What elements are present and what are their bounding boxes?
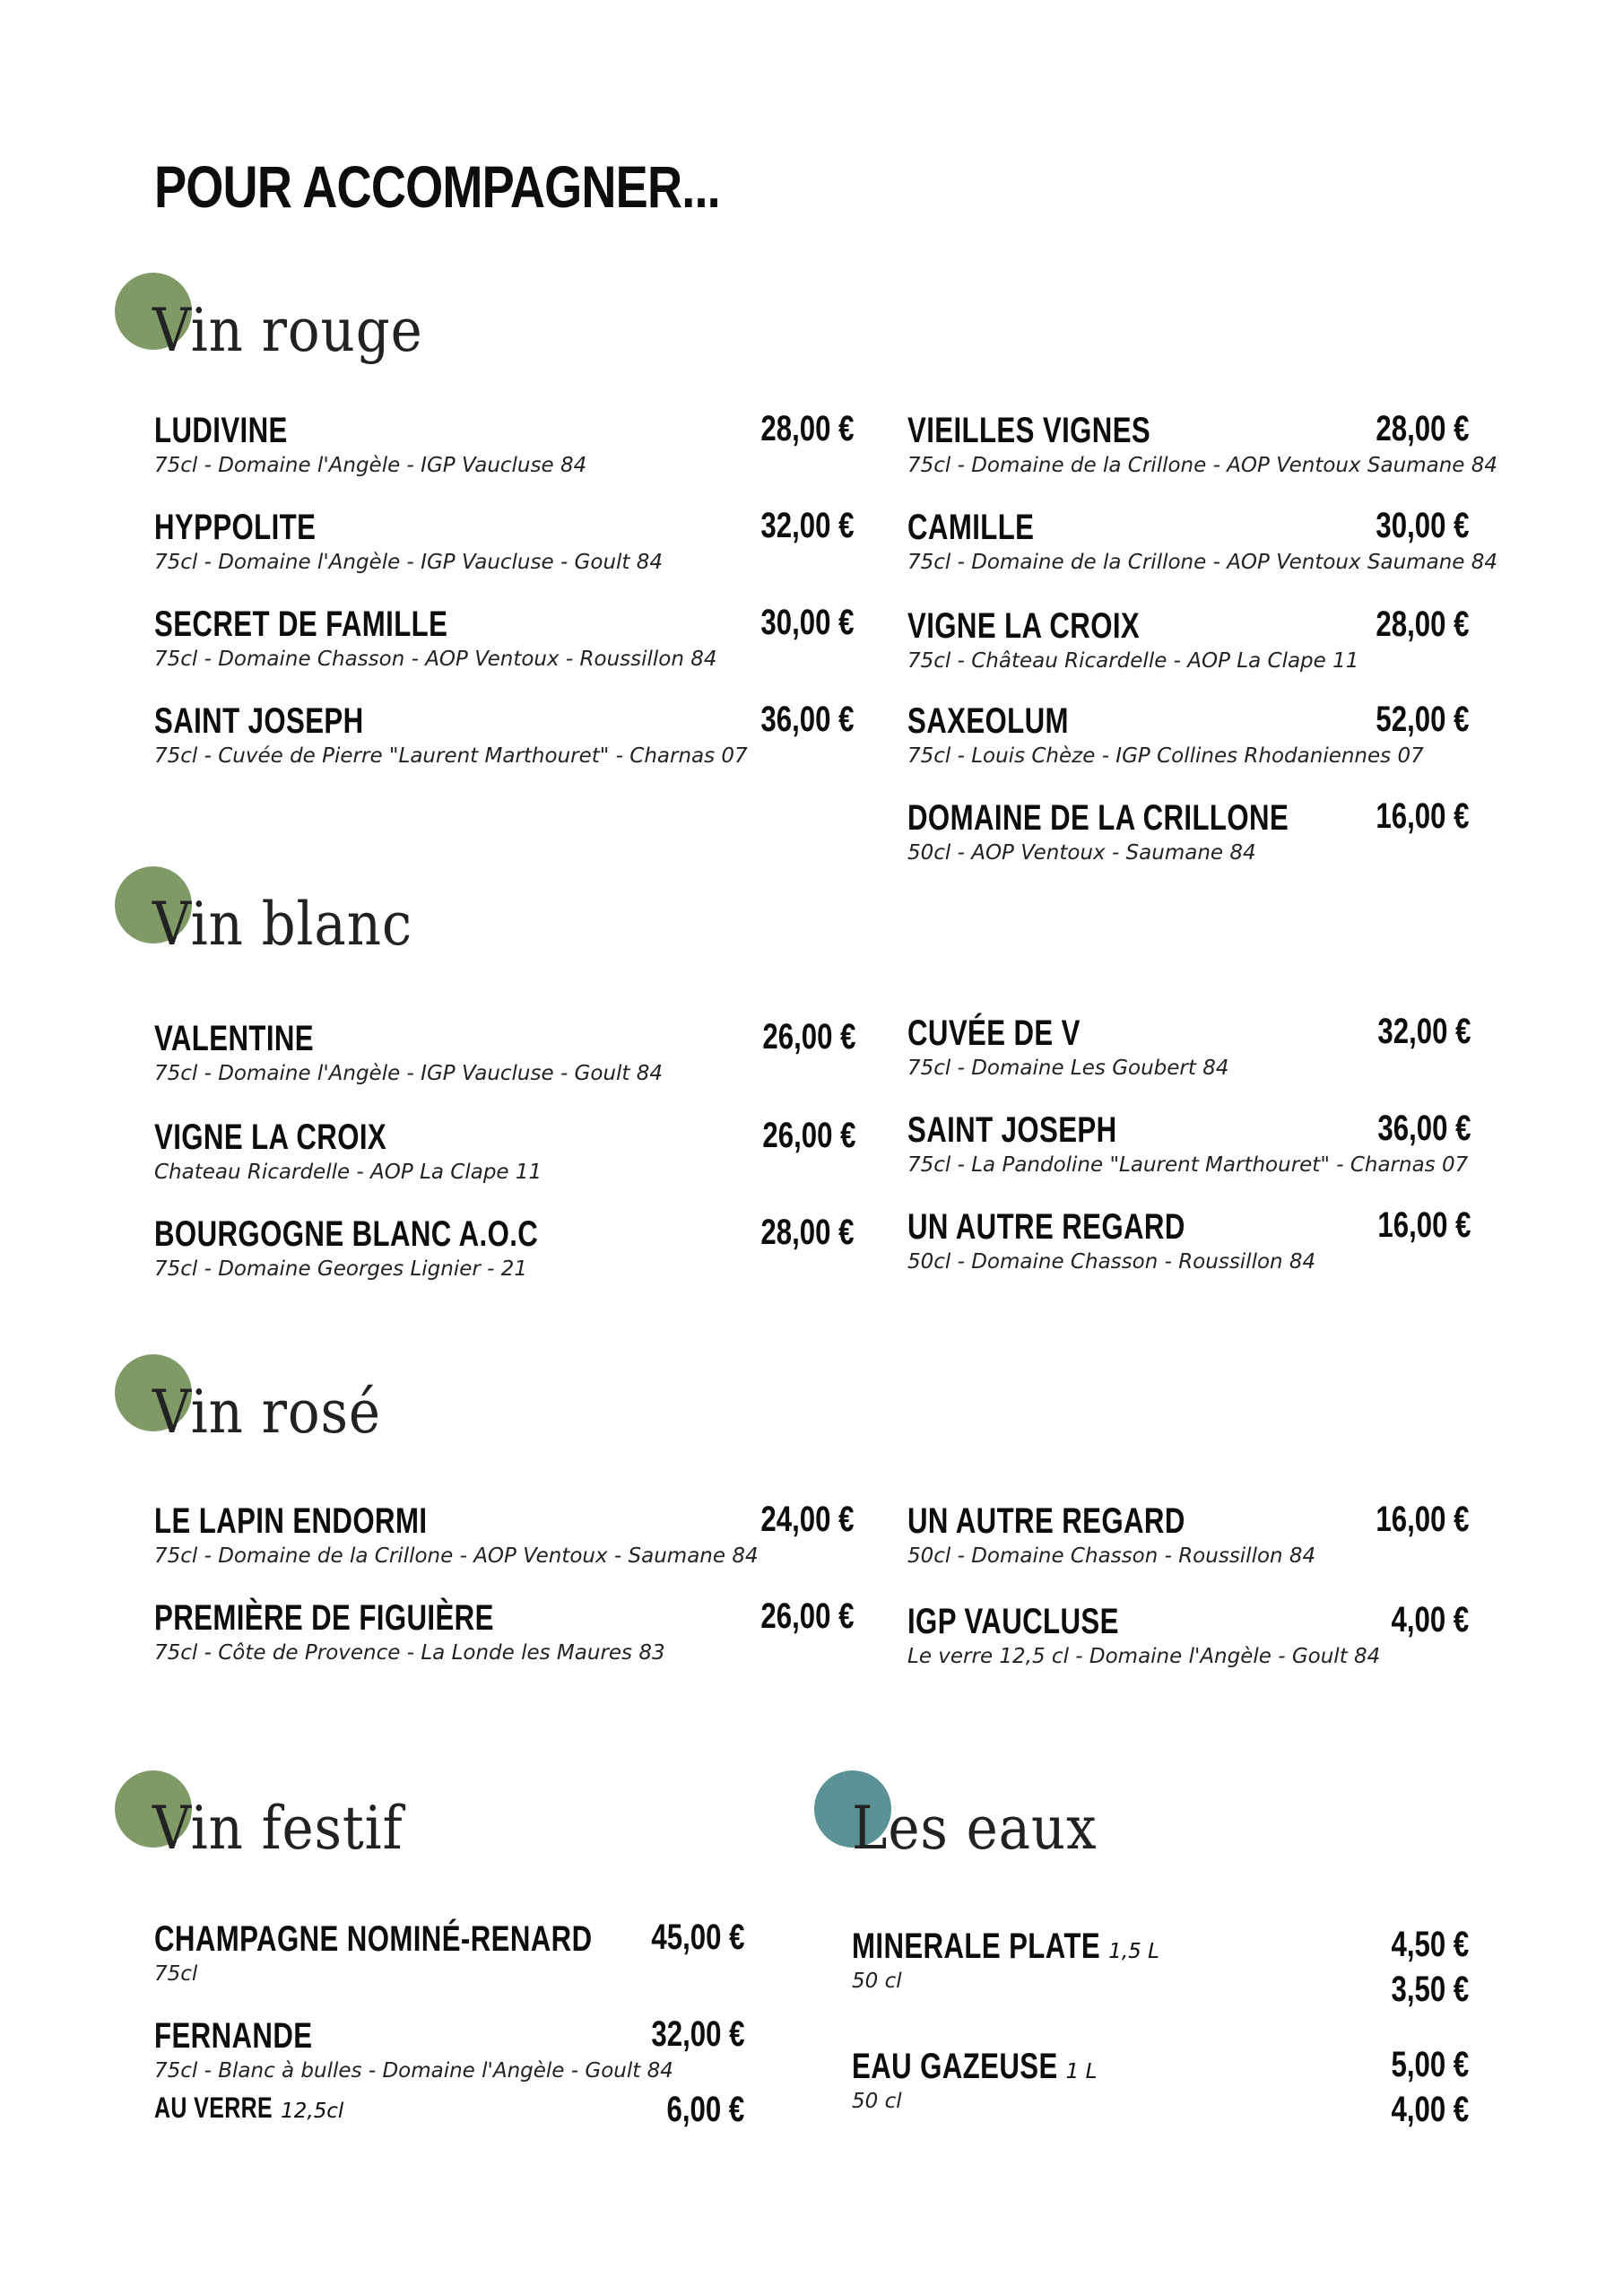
wine-name: LUDIVINE [154, 411, 288, 450]
wine-description: 75cl - Louis Chèze - IGP Collines Rhodaniennes 07 [907, 744, 1424, 768]
water-label: MINERALE PLATE [852, 1926, 1101, 1966]
wine-description: Le verre 12,5 cl - Domaine l'Angèle - Goult 84 [907, 1645, 1381, 1668]
wine-description: 75cl - La Pandoline "Laurent Marthouret" - Charnas 07 [907, 1153, 1469, 1177]
wine-price: 32,00 € [1376, 1012, 1471, 1051]
wine-price: 36,00 € [759, 700, 854, 739]
wine-price: 30,00 € [1375, 506, 1469, 545]
wine-price: 30,00 € [759, 603, 854, 642]
section-label: Les eaux [852, 1794, 1098, 1863]
wine-description: 75cl - Château Ricardelle - AOP La Clape 11 [907, 649, 1359, 673]
wine-name: CAMILLE [907, 508, 1035, 547]
wine-description: 75cl - Cuvée de Pierre "Laurent Marthouret" - Charnas 07 [154, 744, 748, 768]
wine-name: VIGNE LA CROIX [907, 606, 1141, 646]
water-label: EAU GAZEUSE [852, 2047, 1058, 2086]
wine-description: 75cl - Domaine de la Crillone - AOP Ventoux Saumane 84 [907, 454, 1497, 477]
wine-description: 50cl - AOP Ventoux - Saumane 84 [907, 841, 1256, 865]
wine-price: 24,00 € [759, 1500, 854, 1539]
wine-name: UN AUTRE REGARD [907, 1501, 1185, 1541]
wine-name: CHAMPAGNE NOMINÉ-RENARD [154, 1919, 593, 1959]
wine-name: IGP VAUCLUSE [907, 1602, 1119, 1641]
wine-description: 75cl - Domaine l'Angèle - IGP Vaucluse - Goult 84 [154, 1062, 664, 1085]
wine-price: 28,00 € [1375, 604, 1469, 644]
wine-price: 6,00 € [666, 2090, 744, 2129]
serving-label: AU VERRE [154, 2092, 273, 2124]
wine-description: 75cl - Domaine Chasson - AOP Ventoux - Roussillon 84 [154, 648, 717, 671]
wine-description: 75cl [154, 1962, 198, 1986]
small-bottle-size: 50 cl [852, 2090, 902, 2113]
wine-price: 32,00 € [650, 2014, 744, 2054]
wine-description: 75cl - Blanc à bulles - Domaine l'Angèle - Goult 84 [154, 2059, 673, 2083]
wine-description: 75cl - Domaine l'Angèle - IGP Vaucluse - Goult 84 [154, 551, 664, 574]
section-label: Vin rosé [152, 1378, 381, 1447]
wine-price: 28,00 € [759, 1213, 854, 1252]
wine-description: Chateau Ricardelle - AOP La Clape 11 [154, 1161, 542, 1184]
small-bottle-size: 50 cl [852, 1970, 902, 1993]
water-price-small: 3,50 € [1391, 1970, 1469, 2009]
wine-description: 75cl - Domaine de la Crillone - AOP Ventoux - Saumane 84 [154, 1544, 759, 1568]
wine-price: 45,00 € [650, 1918, 744, 1957]
wine-name: VIEILLES VIGNES [907, 411, 1151, 450]
water-name [852, 2047, 1098, 2087]
wine-name: SAXEOLUM [907, 701, 1069, 741]
wine-price: 16,00 € [1376, 1205, 1471, 1245]
wine-price: 28,00 € [1375, 409, 1469, 448]
water-price: 4,50 € [1391, 1925, 1469, 1964]
wine-name: VIGNE LA CROIX [154, 1118, 387, 1157]
wine-price: 26,00 € [761, 1116, 855, 1155]
wine-name: SECRET DE FAMILLE [154, 604, 448, 644]
wine-price: 16,00 € [1375, 1500, 1469, 1539]
wine-name: HYPPOLITE [154, 508, 317, 547]
page-title: POUR ACCOMPAGNER... [154, 153, 720, 220]
wine-description: 75cl - Domaine Georges Lignier - 21 [154, 1257, 528, 1281]
wine-name: SAINT JOSEPH [154, 701, 364, 741]
wine-name: PREMIÈRE DE FIGUIÈRE [154, 1598, 494, 1638]
section-label: Vin rouge [152, 296, 423, 365]
wine-price: 36,00 € [1376, 1109, 1471, 1148]
wine-description: 50cl - Domaine Chasson - Roussillon 84 [907, 1544, 1316, 1568]
wine-price: 26,00 € [761, 1017, 855, 1057]
wine-description: 75cl - Domaine l'Angèle - IGP Vaucluse 84 [154, 454, 587, 477]
wine-price: 52,00 € [1375, 700, 1469, 739]
section-label: Vin blanc [152, 890, 413, 959]
wine-name: SAINT JOSEPH [907, 1110, 1117, 1150]
wine-name: FERNANDE [154, 2016, 313, 2056]
wine-name: UN AUTRE REGARD [907, 1207, 1185, 1247]
wine-price: 26,00 € [759, 1596, 854, 1636]
wine-name: VALENTINE [154, 1019, 315, 1058]
bottle-size: 1 L [1066, 2060, 1098, 2083]
wine-price: 32,00 € [759, 506, 854, 545]
wine-price: 16,00 € [1375, 796, 1469, 836]
wine-name: LE LAPIN ENDORMI [154, 1501, 428, 1541]
wine-name [154, 2092, 344, 2125]
bottle-size: 1,5 L [1108, 1940, 1159, 1963]
section-label: Vin festif [152, 1794, 404, 1863]
wine-name: BOURGOGNE BLANC A.O.C [154, 1214, 539, 1254]
wine-price: 28,00 € [759, 409, 854, 448]
wine-description: 75cl - Côte de Provence - La Londe les Maures 83 [154, 1641, 665, 1665]
wine-description: 75cl - Domaine Les Goubert 84 [907, 1057, 1229, 1080]
wine-description: 75cl - Domaine de la Crillone - AOP Ventoux Saumane 84 [907, 551, 1497, 574]
serving-size: 12,5cl [281, 2100, 344, 2123]
water-name [852, 1926, 1159, 1967]
water-price: 5,00 € [1391, 2045, 1469, 2084]
wine-price: 4,00 € [1391, 1600, 1469, 1639]
wine-name: CUVÉE DE V [907, 1013, 1081, 1053]
water-price-small: 4,00 € [1391, 2090, 1469, 2129]
wine-name: DOMAINE DE LA CRILLONE [907, 798, 1289, 838]
wine-description: 50cl - Domaine Chasson - Roussillon 84 [907, 1250, 1316, 1274]
